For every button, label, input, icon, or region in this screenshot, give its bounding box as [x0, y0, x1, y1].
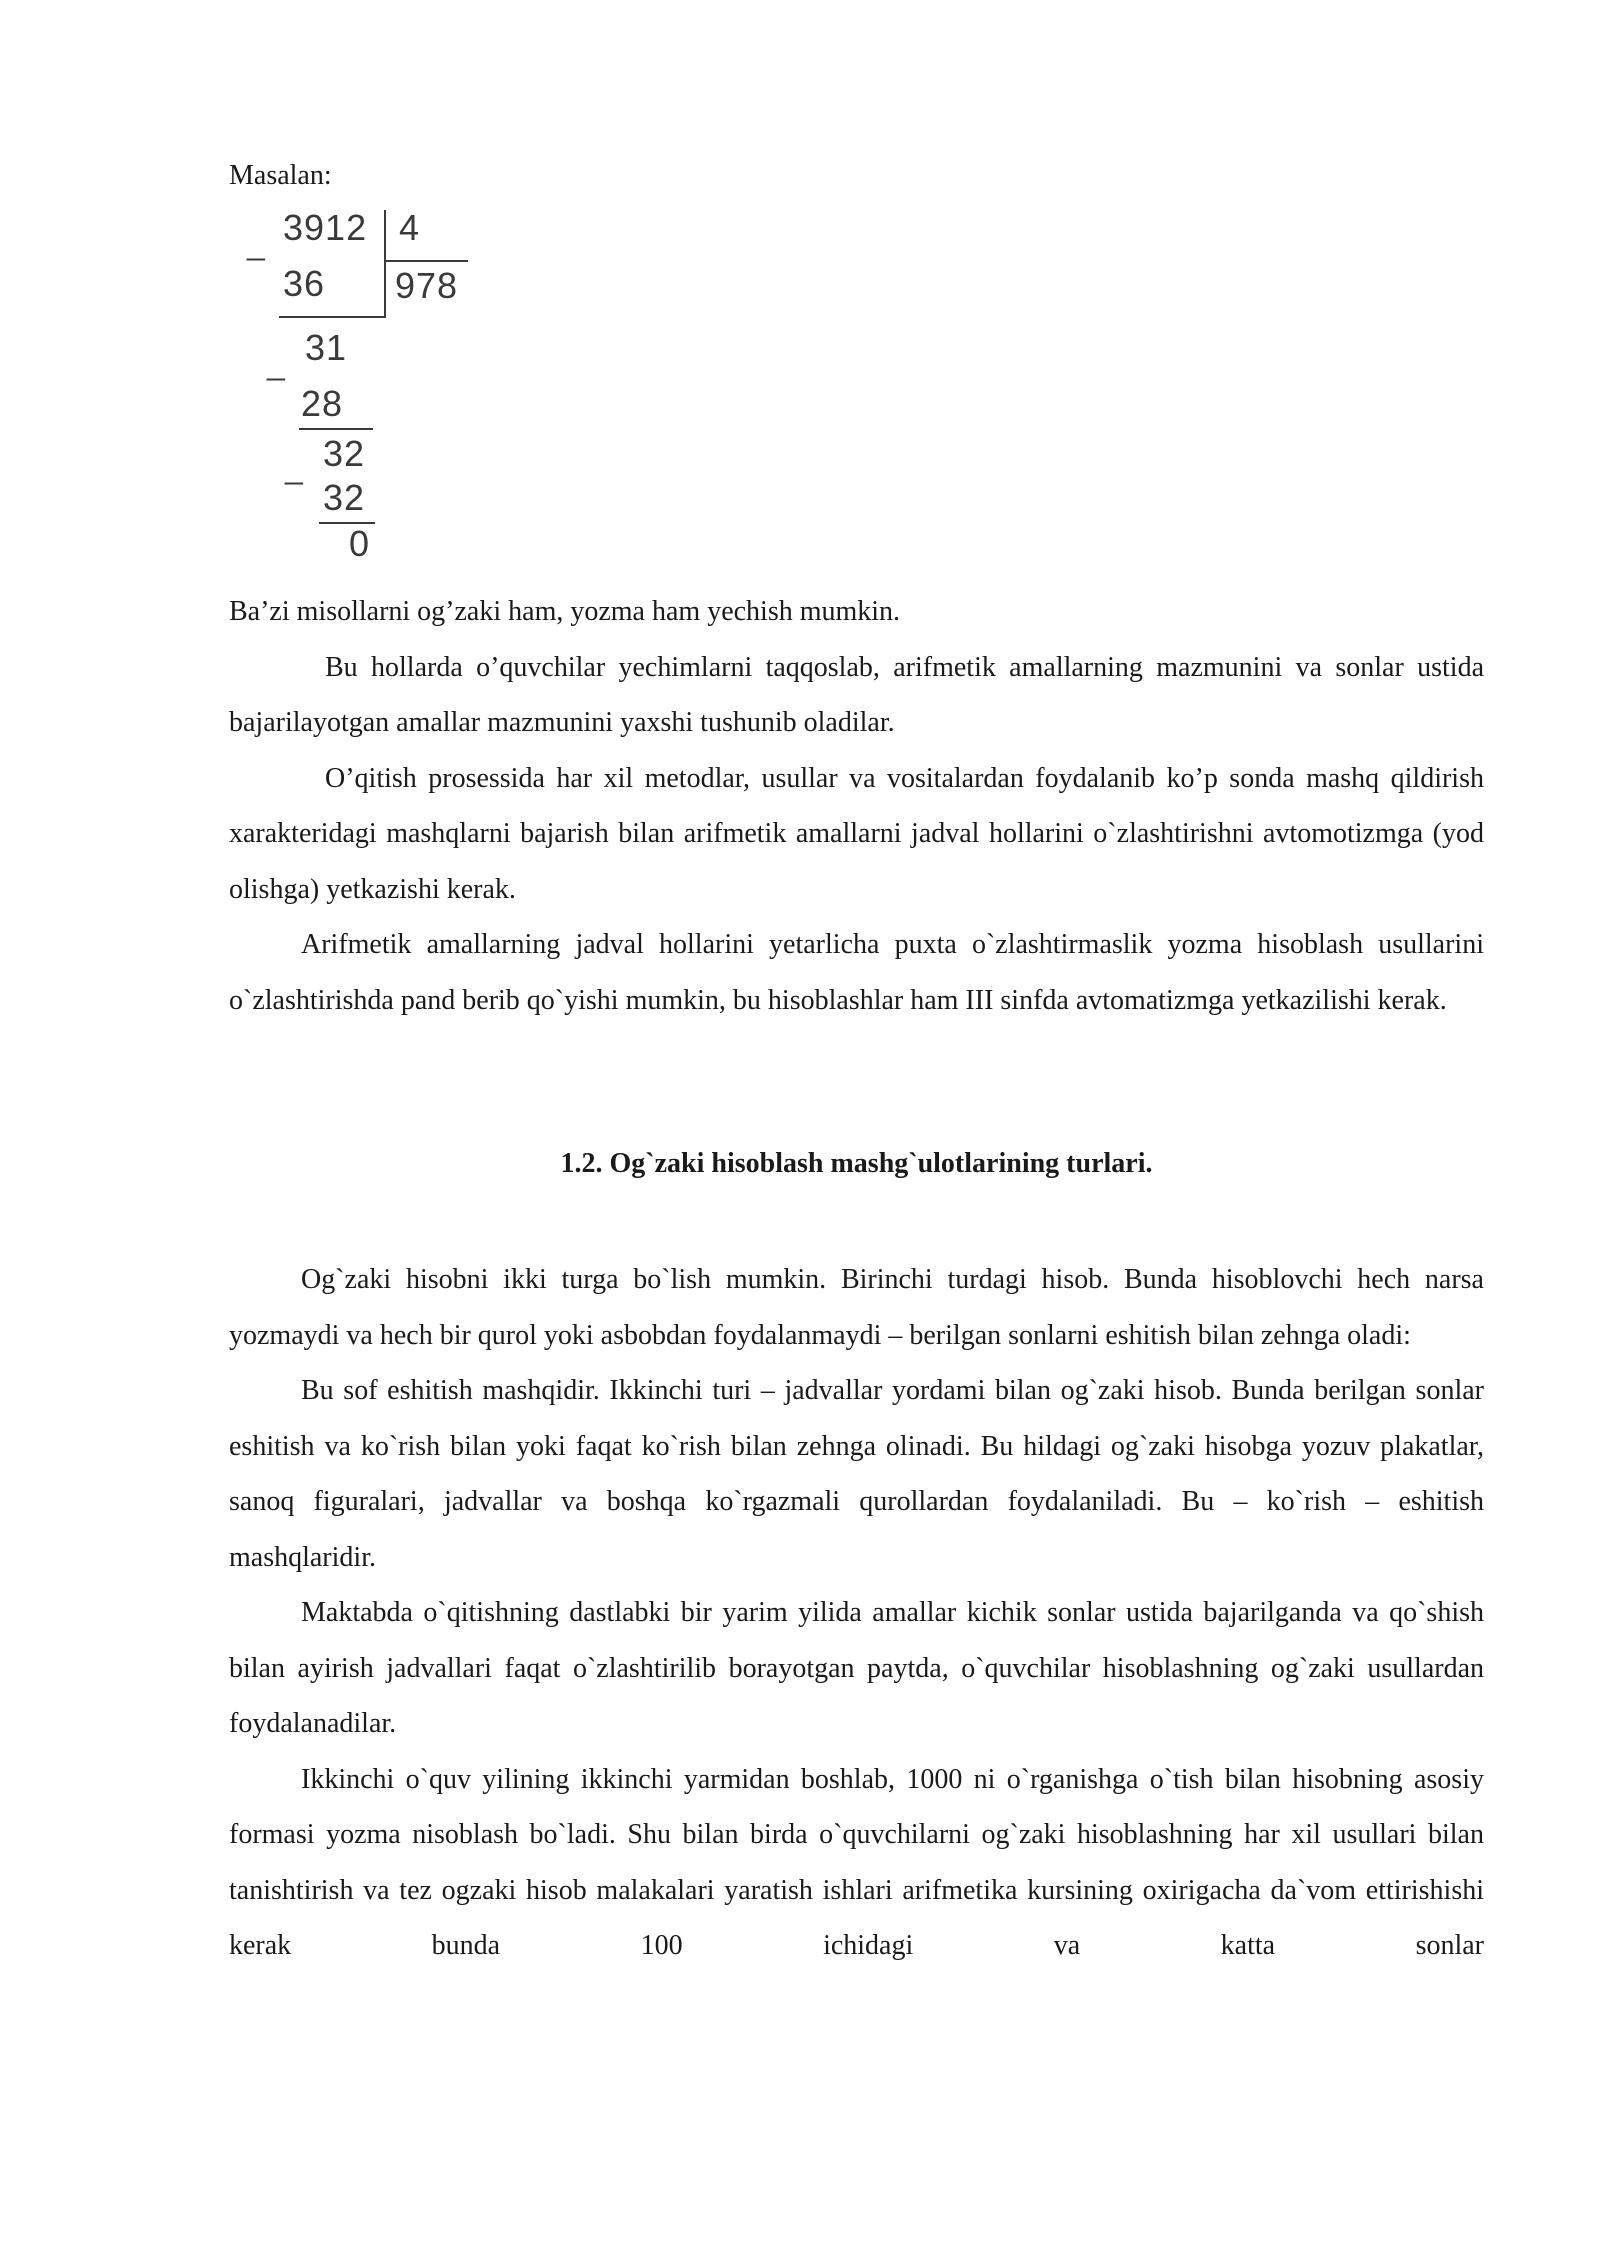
paragraphs-block [229, 584, 1484, 1028]
section-paragraph-4: Ikkinchi o`quv yilining ikkinchi yarmidan boshlab, 1000 ni o`rganishga o`tish bilan hisobning asosiy formasi yozma nisoblash bo`ladi. Shu bilan birda o`quvchilarni og`zaki hisoblashning har xil usullari bilan tanishtirish va tez ogzaki hisob malakalari yaratish ishlari arifmetika kursining oxirigacha da`vom ettirishishi kerak bunda 100 ichidagi va katta sonlar [229, 1763, 1484, 1961]
division-bar-horizontal [384, 260, 468, 262]
step-line-2 [299, 428, 373, 430]
step-product-2: 28 [301, 383, 344, 424]
paragraph-1: Ba’zi misollarni og’zaki ham, yozma ham yechish mumkin. [229, 596, 901, 627]
step-line-1 [279, 316, 385, 318]
section-heading-block [229, 1144, 1484, 1184]
dividend: 3912 [283, 207, 368, 248]
paragraph-2: Bu hollarda o’quvchilar yechimlarni taqqoslab, arifmetik amallarning mazmunini va sonlar ustida bajarilayotgan amallar mazmunini yaxshi tushunib oladilar. [229, 651, 1484, 738]
step-product-1: 36 [283, 263, 326, 304]
section-paragraph-1: Og`zaki hisobni ikki turga bo`lish mumkin. Birinchi turdagi hisob. Bunda hisoblovchi hech narsa yozmaydi va hech bir qurol yoki asbobdan foydalanmaydi – berilgan sonlarni eshitish bilan zehnga oladi: [229, 1264, 1484, 1351]
section-paragraph-2: Bu sof eshitish mashqidir. Ikkinchi turi – jadvallar yordami bilan og`zaki hisob. Bunda berilgan sonlar eshitish va ko`rish bilan yoki faqat ko`rish bilan zehnga olinadi. Bu hildagi og`zaki hisobga yozuv plakatlar, sanoq figuralari, jadvallar va boshqa ko`rgazmali qurollardan foydalaniladi. Bu – ko`rish – eshitish mashqlaridir. [229, 1375, 1484, 1573]
section-heading: 1.2. Og`zaki hisoblash mashg`ulotlarining turlari. [560, 1148, 1153, 1179]
example-label: Masalan: [229, 160, 332, 191]
step-remainder-2: 32 [323, 433, 366, 474]
paragraph-4: Arifmetik amallarning jadval hollarini yetarlicha puxta o`zlashtirmaslik yozma hisoblash usullarini o`zlashtirishda pand berib qo`yishi mumkin, bu hisoblashlar ham III sinfda avtomatizmga yetkazilishi kerak. [229, 929, 1484, 1016]
section-paragraphs-block [229, 1252, 1484, 1974]
quotient: 978 [395, 265, 459, 306]
step-remainder-1: 31 [305, 327, 348, 368]
minus-sign-1: _ [247, 225, 265, 261]
final-remainder: 0 [349, 523, 371, 564]
minus-sign-3: _ [285, 449, 303, 485]
long-division-figure [229, 200, 489, 580]
minus-sign-2: _ [267, 345, 285, 381]
divisor: 4 [399, 207, 421, 248]
step-product-3: 32 [323, 477, 366, 518]
division-bar-vertical [384, 210, 386, 318]
example-label-block [229, 148, 1484, 204]
paragraph-3: O’qitish prosessida har xil metodlar, usullar va vositalardan foydalanib ko’p sonda mashq qildirish xarakteridagi mashqlarni bajarish bilan arifmetik amallarni jadval hollarini o`zlashtirishni avtomotizmga (yod olishga) yetkazishi kerak. [229, 762, 1484, 905]
section-paragraph-3: Maktabda o`qitishning dastlabki bir yarim yilida amallar kichik sonlar ustida bajarilganda va qo`shish bilan ayirish jadvallari faqat o`zlashtirilib borayotgan paytda, o`quvchilar hisoblashning og`zaki usullardan foydalanadilar. [229, 1597, 1484, 1739]
